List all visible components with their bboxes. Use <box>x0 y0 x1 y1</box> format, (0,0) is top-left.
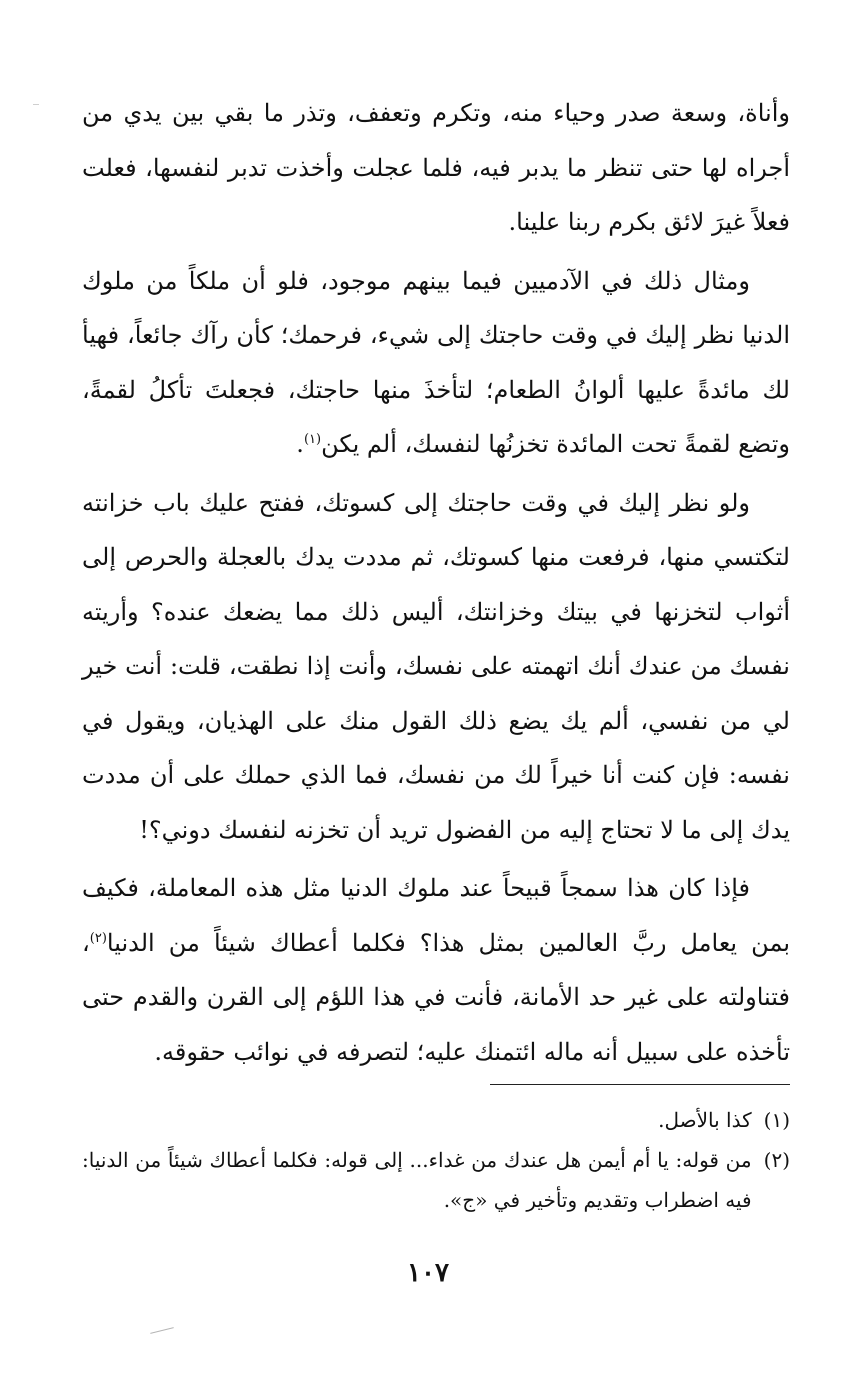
paragraph-text: ولو نظر إليك في وقت حاجتك إلى كسوتك، ففتح عليك باب خزانته لتكتسي منها، فرفعت منها كسوتك، ثم مددت يدك بالعجلة والحرص إلى أثواب لتخزنها في بيتك وخزانتك، أليس ذلك مما يضعك عنده؟ وأريته نفسك من عندك أنك اتهمته على نفسك، وأنت إذا نطقت، قلت: أنت خير لي من نفسي، ألم يك يضع ذلك القول منك على الهذيان، ويقول في نفسه: فإن كنت أنا خيراً لك من نفسك، فما الذي حملك على أن مددت يدك إلى ما لا تحتاج إليه من الفضول تريد أن تخزنه لنفسك دوني؟! <box>82 488 790 844</box>
paragraph-text-tail: ، فتناولته على غير حد الأمانة، فأنت في هذا اللؤم إلى القرن والقدم حتى تأخذه على سبيل أنه ماله ائتمنك عليه؛ لتصرفه في نوائب حقوقه. <box>82 928 790 1066</box>
footnote-reference: (١) <box>303 432 322 447</box>
footnote <box>82 1100 790 1140</box>
footnote-divider <box>490 1084 790 1085</box>
main-text <box>82 86 790 1083</box>
footnotes <box>82 1100 790 1220</box>
scan-artifact <box>150 1327 174 1334</box>
footnote-number: (٢) <box>763 1148 790 1172</box>
footnote-number: (١) <box>763 1108 790 1132</box>
paragraph-text: ومثال ذلك في الآدميين فيما بينهم موجود، فلو أن ملكاً من ملوك الدنيا نظر إليك في وقت حاجتك إلى شيء، فرحمك؛ كأن رآك جائعاً، فهيأ لك مائدةً عليها ألوانُ الطعام؛ لتأخذَ منها حاجتك، فجعلتَ تأكلُ لقمةً، وتضع لقمةً تحت المائدة تخزنُها لنفسك، ألم يكن <box>82 266 790 458</box>
paragraph-text: وأناة، وسعة صدر وحياء منه، وتكرم وتعفف، وتذر ما بقي بين يدي من أجراه لها حتى تنظر ما يدبر فيه، فلما عجلت وأخذت تدبر لنفسها، فعلت فعلاً غيرَ لائق بكرم ربنا علينا. <box>82 99 790 236</box>
paragraph <box>82 254 790 472</box>
page-number: ١٠٧ <box>407 1258 449 1288</box>
paragraph-text: فإذا كان هذا سمجاً قبيحاً عند ملوك الدنيا مثل هذه المعاملة، فكيف بمن يعامل ربَّ العالمين بمثل هذا؟ فكلما أعطاك شيئاً من الدنيا <box>82 874 790 957</box>
paragraph-text-tail: . <box>296 430 304 458</box>
paragraph <box>82 861 790 1079</box>
paragraph <box>82 86 790 250</box>
footnote <box>82 1140 790 1220</box>
footnote-text: كذا بالأصل. <box>658 1108 752 1132</box>
footnote-reference: (٢) <box>89 930 107 946</box>
scan-artifact <box>33 104 39 105</box>
paragraph <box>82 476 790 858</box>
footnote-text: من قوله: يا أم أيمن هل عندك من غداء... إلى قوله: فكلما أعطاك شيئاً من الدنيا: فيه اضطراب وتقديم وتأخير في «ج». <box>82 1148 752 1212</box>
